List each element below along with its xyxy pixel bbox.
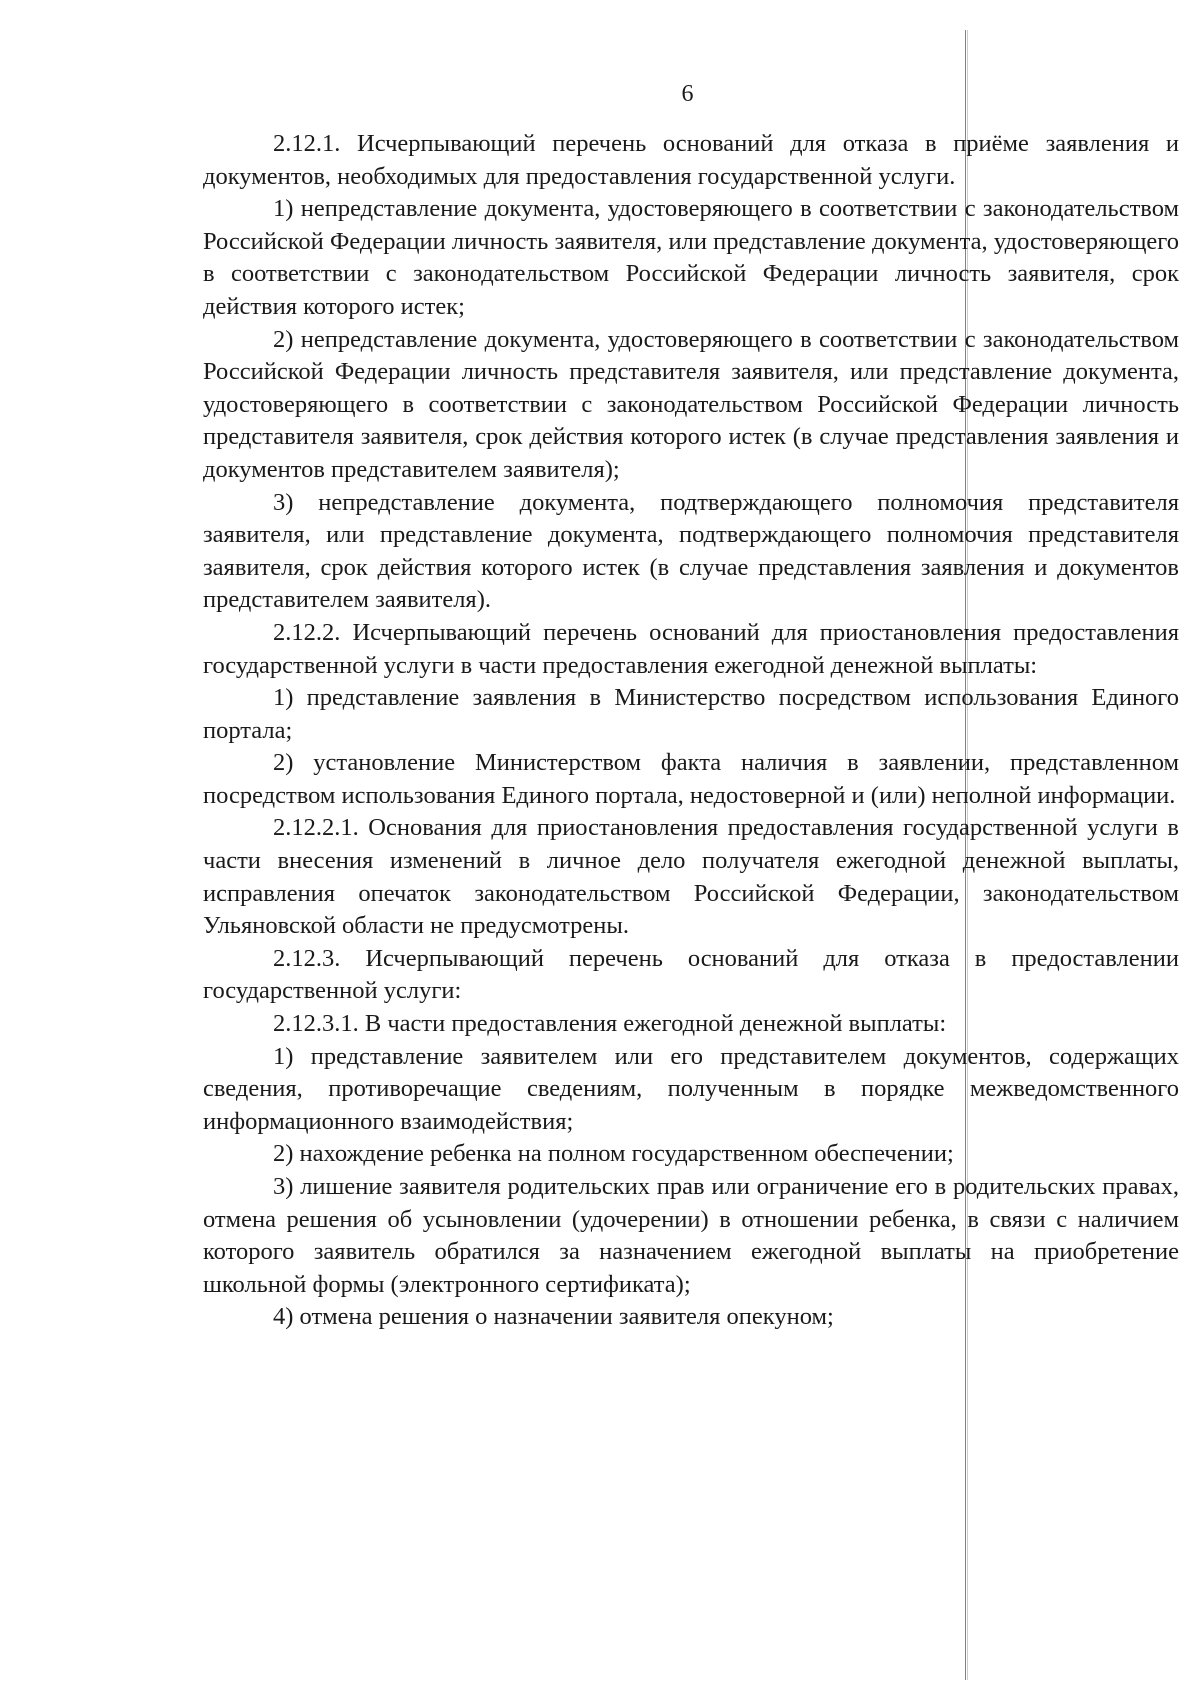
- paragraph-2-12-2-1: 2.12.2.1. Основания для приостановления предоставления государственной услуги в части внесения изменений в личное дело получателя ежегодной денежной выплаты, исправления опечаток законодательством Российской Федерации, законодательством Ульяновской области не предусмотрены.: [203, 814, 1179, 940]
- paragraph-2-12-3: 2.12.3. Исчерпывающий перечень оснований для отказа в предоставлении государственной услуги:: [203, 944, 1179, 1005]
- paragraph-2-12-3-1-item-1: 1) представление заявителем или его представителем документов, содержащих сведения, противоречащие сведениям, полученным в порядке межведомственного информационного взаимодействия;: [203, 1042, 1179, 1135]
- paragraph-2-12-2-item-1: 1) представление заявления в Министерство посредством использования Единого портала;: [203, 684, 1179, 744]
- paragraph-2-12-3-1-item-4: 4) отмена решения о назначении заявителя опекуном;: [273, 1303, 834, 1331]
- paragraph-2-12-1-item-1: 1) непредставление документа, удостоверяющего в соответствии с законодательством Российской Федерации личность заявителя, или представление документа, удостоверяющего в соответствии с законодательством Российской Федерации личность заявителя, срок действия которого истек;: [203, 195, 1179, 320]
- document-body: [203, 128, 1179, 1334]
- paragraph-2-12-2-item-2: 2) установление Министерством факта наличия в заявлении, представленном посредством использования Единого портала, недостоверной и (или) неполной информации.: [203, 749, 1179, 809]
- paragraph-2-12-2: 2.12.2. Исчерпывающий перечень оснований для приостановления предоставления государственной услуги в части предоставления ежегодной денежной выплаты:: [203, 618, 1179, 679]
- paragraph-2-12-3-1: 2.12.3.1. В части предоставления ежегодной денежной выплаты:: [273, 1010, 947, 1038]
- paragraph-2-12-3-1-item-3: 3) лишение заявителя родительских прав или ограничение его в родительских правах, отмена решения об усыновлении (удочерении) в отношении ребенка, в связи с наличием которого заявитель обратился за назначением ежегодной выплаты на приобретение школьной формы (электронного сертификата);: [203, 1173, 1179, 1298]
- paragraph-2-12-1: 2.12.1. Исчерпывающий перечень оснований для отказа в приёме заявления и документов, необходимых для предоставления государственной услуги.: [203, 130, 1179, 190]
- paragraph-2-12-1-item-3: 3) непредставление документа, подтверждающего полномочия представителя заявителя, или представление документа, подтверждающего полномочия представителя заявителя, срок действия которого истек (в случае представления заявления и документов представителем заявителя).: [203, 488, 1179, 614]
- paragraph-2-12-1-item-2: 2) непредставление документа, удостоверяющего в соответствии с законодательством Российской Федерации личность представителя заявителя, или представление документа, удостоверяющего в соответствии с законодательством Российской Федерации личность представителя заявителя, срок действия которого истек (в случае представления заявления и документов представителем заявителя);: [203, 325, 1179, 483]
- paragraph-2-12-3-1-item-2: 2) нахождение ребенка на полном государственном обеспечении;: [273, 1140, 954, 1168]
- page-number: 6: [681, 81, 694, 107]
